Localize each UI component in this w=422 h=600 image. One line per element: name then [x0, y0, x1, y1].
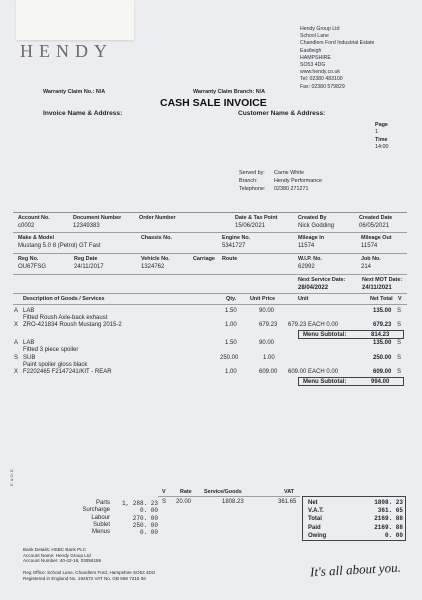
eoe-mark: E. & O. E.: [9, 468, 14, 486]
reg-date-label: Reg Date: [74, 256, 98, 262]
mileage-in-value: 11574: [298, 243, 315, 249]
vat-col-code: V: [162, 489, 166, 495]
line-desc: LAB: [23, 308, 35, 314]
summary-value: 1, 288. 23: [121, 500, 158, 507]
line-desc: LAB: [23, 340, 35, 346]
totals-box: [302, 496, 406, 541]
menu-subtotal-box: [298, 377, 404, 386]
job-value: 214: [361, 264, 372, 270]
col-net-total: Net Total: [370, 296, 393, 302]
line-code: X: [14, 322, 19, 328]
vat-amount: 361.65: [278, 499, 297, 505]
totals-value: 361. 65: [377, 507, 403, 515]
menu-subtotal-label: Menu Subtotal:: [303, 332, 347, 338]
line-desc: Paint spoiler gloss black: [23, 362, 88, 368]
menu-subtotal-label: Menu Subtotal:: [303, 379, 347, 385]
next-service-value: 28/04/2022: [298, 285, 329, 291]
reg-label: Reg No.: [18, 256, 39, 262]
branch-value: Hendy Performance: [274, 178, 322, 184]
created-date-value: 06/05/2021: [359, 223, 390, 229]
menu-subtotal-value: 994.00: [371, 379, 390, 385]
line-price: 609.00: [259, 369, 278, 375]
totals-value: 0. 00: [384, 531, 403, 539]
invoice-address-label: Invoice Name & Address:: [43, 110, 123, 117]
reg-line: Reg Office: School Lane, Chandlers Ford, Hampshire SO53 4DG: [23, 570, 156, 575]
customer-address-label: Customer Name & Address:: [238, 110, 326, 117]
menu-subtotal-value: 814.23: [371, 332, 390, 338]
vat-col-rate: Rate: [180, 489, 192, 495]
line-desc: Fitted Roush Axle-back exhaust: [23, 315, 108, 321]
line-vat-code: S: [397, 340, 402, 346]
warranty-claim-branch: Warranty Claim Branch: N/A: [193, 89, 265, 95]
address-line: Chandlers Ford Industrial Estate: [300, 40, 375, 47]
bank-line: Account Name: Hendy Group Ltd: [23, 552, 91, 558]
totals-value: 2169. 88: [374, 515, 403, 523]
account-value: c0002: [18, 223, 35, 229]
date-label: Date & Tax Point: [235, 215, 278, 221]
created-date-label: Created Date: [359, 215, 393, 221]
vehicle-value: 1324762: [141, 264, 165, 270]
mileage-out-label: Mileage Out: [361, 235, 392, 241]
row-divider: [13, 253, 407, 254]
line-desc: F2202465 F2147241/KIT - REAR: [23, 369, 112, 375]
col-qty: Qty.: [226, 296, 237, 302]
line-vat-code: S: [397, 322, 402, 328]
summary-label: Parts: [95, 500, 110, 506]
row-divider: [13, 232, 407, 233]
reg-value: OU67FSG: [18, 264, 47, 270]
totals-label: Owing: [308, 532, 327, 539]
col-v: V: [398, 296, 402, 302]
totals-label: Net: [308, 500, 318, 506]
company-tel: Tel: 02380 483100: [300, 76, 343, 83]
mileage-in-label: Mileage In: [298, 235, 325, 241]
totals-label: Total: [308, 516, 322, 523]
next-mot-label: Next MOT Date:: [362, 277, 403, 283]
col-unit: Unit: [298, 296, 309, 302]
row-divider: [13, 274, 407, 275]
totals-label: V.A.T.: [308, 508, 324, 515]
address-line: Hendy Group Ltd: [300, 26, 340, 32]
bank-line: Bank Details: HSBC Bank PLC: [23, 547, 87, 552]
summary-value: 270. 00: [132, 514, 158, 522]
telephone-value: 02380 271271: [274, 186, 309, 192]
line-code: A: [14, 340, 19, 346]
line-code: X: [14, 369, 19, 375]
summary-label: Surcharge: [82, 507, 110, 514]
company-logo: HENDY: [20, 41, 113, 61]
route-label: Route: [222, 256, 238, 262]
line-price: 90.00: [259, 340, 275, 346]
line-net: 250.00: [373, 355, 392, 361]
order-label: Order Number: [139, 215, 176, 221]
job-label: Job No.: [361, 256, 381, 262]
line-desc: ZRO-421834 Roush Mustang 2015-2: [23, 322, 122, 328]
make-label: Make & Model: [18, 235, 54, 241]
line-unit: 609.00 EACH 0.00: [288, 369, 339, 375]
reg-date-value: 24/11/2017: [74, 264, 104, 270]
chassis-label: Chassis No.: [141, 235, 172, 241]
carriage-label: Carriage: [193, 256, 215, 262]
document-title: CASH SALE INVOICE: [160, 97, 267, 109]
summary-label: Sublet: [92, 521, 110, 528]
account-label: Account No.: [18, 215, 50, 221]
line-qty: 1.50: [225, 340, 237, 346]
line-code: A: [14, 308, 19, 314]
address-line: Eastleigh: [300, 47, 322, 54]
summary-values: [110, 500, 158, 536]
line-price: 679.23: [259, 322, 278, 328]
col-unit-price: Unit Price: [250, 296, 276, 302]
summary-label: Labour: [91, 514, 110, 521]
make-value: Mustang 5.0 8 (Petrol) GT Fast: [18, 243, 101, 249]
line-net: 679.23: [373, 322, 392, 328]
line-net: 135.00: [373, 308, 392, 314]
address-line: SO53 4DG: [300, 62, 326, 69]
vat-table-rule: [158, 496, 300, 497]
wip-label: W.I.P. No.: [298, 256, 322, 262]
page-number: 1: [375, 129, 378, 135]
line-desc: SUB: [23, 355, 36, 361]
company-address: [300, 26, 374, 91]
address-line: School Lane: [300, 33, 329, 40]
served-by-label: Served by:: [239, 170, 265, 176]
telephone-label: Telephone:: [239, 186, 266, 192]
line-price: 90.00: [259, 308, 275, 314]
vat-col-vat: VAT: [284, 489, 294, 495]
created-by-label: Created By: [298, 215, 327, 221]
time-label: Time: [375, 137, 388, 143]
engine-label: Engine No.: [222, 235, 251, 241]
sticky-note: [16, 0, 134, 40]
branch-label: Branch:: [239, 178, 258, 184]
summary-value: 0. 00: [139, 529, 158, 537]
line-vat-code: S: [397, 355, 402, 361]
created-by-value: Nick Godding: [298, 223, 335, 229]
col-description: Description of Goods / Services: [23, 296, 105, 302]
line-unit: 679.23 EACH 0.00: [288, 322, 339, 328]
menu-subtotal-box: [298, 330, 404, 339]
vat-code: S: [162, 499, 167, 505]
address-line: HAMPSHIRE: [300, 54, 331, 61]
row-divider: [13, 304, 407, 305]
registered-office: [23, 570, 155, 583]
warranty-claim-no: Warranty Claim No.: N/A: [43, 89, 106, 95]
line-qty: 1.50: [225, 308, 237, 314]
line-net: 609.00: [373, 369, 392, 375]
next-service-label: Next Service Date:: [298, 277, 346, 283]
summary-label: Menus: [91, 529, 110, 536]
time-value: 14:00: [375, 144, 389, 150]
totals-value: 2169. 88: [374, 523, 403, 531]
totals-label: Paid: [308, 524, 321, 531]
line-qty: 250.00: [220, 355, 239, 361]
line-vat-code: S: [397, 369, 402, 375]
vat-rate: 20.00: [176, 499, 192, 505]
row-divider: [13, 293, 407, 294]
reg-line: Registered in England No. 192672 VAT No. GB 668 7215 06: [23, 576, 146, 582]
totals-value: 1808. 23: [374, 499, 403, 506]
summary-labels: [64, 500, 110, 536]
totals-labels: [308, 499, 326, 540]
line-price: 1.00: [263, 355, 275, 361]
totals-values: [349, 499, 403, 540]
line-net: 135.00: [373, 340, 392, 346]
served-by-value: Carrie White: [274, 170, 304, 176]
next-mot-value: 24/11/2021: [362, 285, 392, 291]
vehicle-label: Vehicle No.: [141, 256, 170, 262]
line-vat-code: S: [397, 308, 402, 314]
wip-value: 62992: [298, 264, 315, 270]
bank-line: Account Number: 40-42-18, 03856186: [23, 558, 102, 564]
date-value: 15/06/2021: [235, 223, 266, 229]
summary-value: 250. 00: [132, 521, 158, 529]
address-line: www.hendy.co.uk: [300, 69, 340, 76]
vat-col-goods: Service/Goods: [204, 489, 242, 495]
document-value: 12349383: [73, 223, 100, 229]
header-divider: [13, 212, 407, 213]
line-code: S: [14, 355, 19, 361]
line-desc: Fitted 3 piece spoiler: [23, 347, 79, 353]
page-label: Page: [375, 122, 388, 128]
document-label: Document Number: [73, 215, 122, 221]
mileage-out-value: 11574: [361, 243, 378, 249]
line-qty: 1.00: [225, 369, 237, 375]
company-fax: Fax: 02380 579829: [300, 83, 345, 90]
summary-value: 0. 00: [139, 507, 158, 515]
tagline-signature: It's all about you.: [309, 559, 402, 580]
line-qty: 1.00: [225, 322, 237, 328]
engine-value: 5341727: [222, 243, 246, 249]
vat-goods: 1808.23: [222, 499, 244, 505]
bank-details: [23, 547, 101, 564]
